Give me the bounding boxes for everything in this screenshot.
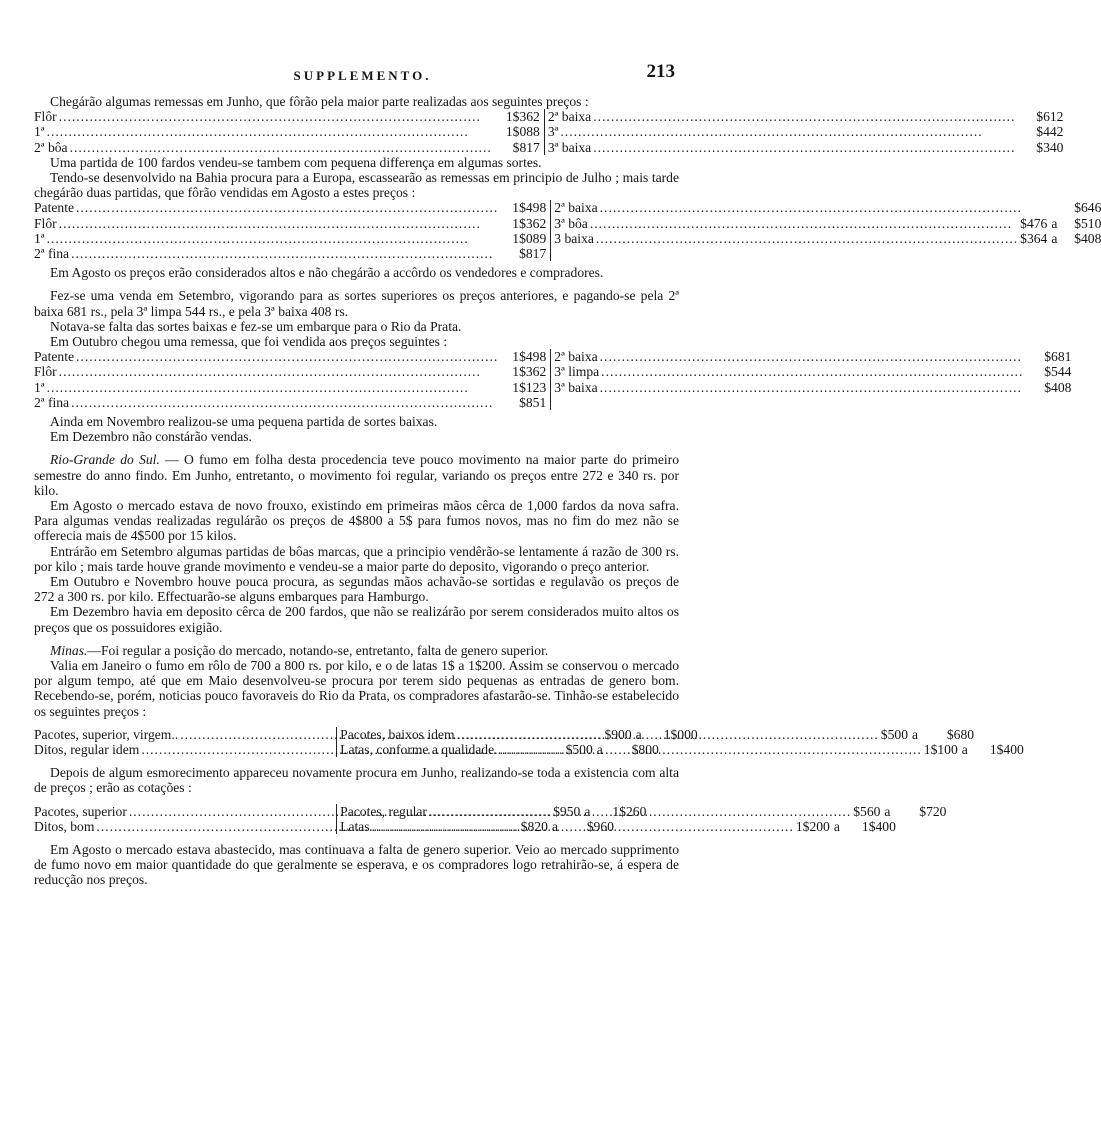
section-text: — O fumo em folha desta procedencia teve pouco movimento na maior parte do primeiro semestre do anno findo. Em Junho, entretanto, o movimento foi regular, variando os preços entre 272 e 340 rs. por kilo. <box>34 452 679 498</box>
price-table-5 <box>34 803 947 834</box>
price-label: 2ª baixa <box>554 200 598 216</box>
price-row <box>548 109 1064 124</box>
price-label: 3ª <box>547 124 559 140</box>
price-range-separator: a <box>551 818 558 834</box>
price-label: Patente <box>34 349 75 365</box>
price-label: 1ª <box>34 124 45 140</box>
price-value: 1$498 <box>512 349 547 365</box>
price-to: $960 <box>586 818 614 834</box>
price-label: 2ª bôa <box>34 139 68 155</box>
paragraph <box>34 643 679 658</box>
price-label: 2ª baixa <box>547 109 592 125</box>
paragraph: Depois de algum esmorecimento appareceu novamente procura em Junho, realizando-se toda a existencia com alta de preços ; erão as cotações : <box>34 765 679 796</box>
paragraph: Em Agosto o mercado estava de novo frouxo, existindo em primeiras mãos cêrca de 1,000 fardos da nova safra. Para algumas vendas realizadas regulárão os preços de 4$800 a 5$ para fumos novos, mas no fim do mez não se offerecia mais de 4$500 por 15 kilos. <box>34 497 679 544</box>
price-row <box>34 364 546 379</box>
price-value: $442 <box>1036 124 1064 140</box>
price-row <box>340 741 1024 757</box>
paragraph: Valia em Janeiro o fumo em rôlo de 700 a 800 rs. por kilo, e o de latas 1$ a 1$200. Assim se conservou o mercado por algum tempo, até que em Maio desenvolveu-se procura por terem sido pequenas as entradas de genero bom. Recebendo-se, porém, noticias pouco favoraveis do Rio da Prata, os compradores afastarão-se. Tinhão-se estabelecido os seguintes preços : <box>34 657 679 719</box>
paragraph <box>34 452 679 498</box>
price-row <box>34 124 540 139</box>
price-label: 3ª baixa <box>554 379 598 395</box>
price-range-separator: a <box>884 803 891 819</box>
price-table-3-right <box>551 349 1071 410</box>
paragraph: Em Outubro chegou uma remessa, que foi vendida aos preços seguintes : <box>50 333 448 349</box>
price-to: $800 <box>631 741 659 757</box>
price-to: 1$260 <box>612 803 647 819</box>
price-row <box>34 109 540 124</box>
price-label: 2ª fina <box>34 245 70 261</box>
price-label: Pacotes, baixos idem <box>340 726 455 742</box>
price-value: 1$089 <box>512 230 547 246</box>
price-value: $408 <box>1044 379 1072 395</box>
price-label: Pacotes, superior <box>34 803 127 819</box>
price-value: $851 <box>519 394 547 410</box>
price-range-separator: a <box>1051 230 1058 246</box>
price-row <box>34 380 546 395</box>
paragraph: Em Dezembro havia em deposito cêrca de 200 fardos, que não se realizárão por serem considerados muito altos os preços que os possuidores exigião. <box>34 604 679 635</box>
paragraph: Ainda em Novembro realizou-se uma pequena partida de sortes baixas. <box>50 413 438 429</box>
price-label: Flôr <box>34 109 57 125</box>
price-from: $820 <box>520 818 548 834</box>
price-label: Latas, conforme a qualidade. <box>340 741 498 757</box>
price-range-separator: a <box>961 741 968 757</box>
section-title: Rio-Grande do Sul. <box>50 452 160 468</box>
price-row <box>34 216 546 231</box>
paragraph: Notava-se falta das sortes baixas e fez-se um embarque para o Rio da Prata. <box>50 318 462 334</box>
price-range-separator: a <box>635 726 642 742</box>
price-table-4 <box>34 726 1024 757</box>
paragraph: Tendo-se desenvolvido na Bahia procura para a Europa, escassearão as remessas em principio de Julho ; mais tarde chegárão duas partidas, que fôrão vendidas em Agosto a estes preços : <box>34 169 679 201</box>
paragraph: Uma partida de 100 fardos vendeu-se tambem com pequena differença em algumas sortes. <box>50 154 542 170</box>
price-to: $408 <box>1074 230 1101 246</box>
price-row <box>34 246 546 261</box>
price-from: 1$100 <box>923 741 958 757</box>
price-range-separator: a <box>833 818 840 834</box>
price-row <box>554 231 1101 246</box>
price-label: Pacotes, superior, virgem.. <box>34 726 179 742</box>
price-table-1 <box>34 109 1064 155</box>
price-from: $560 <box>853 803 881 819</box>
price-range-separator: a <box>596 741 603 757</box>
price-value: 1$362 <box>505 109 540 125</box>
page-header <box>0 62 725 90</box>
price-value: $817 <box>512 139 540 155</box>
price-row <box>34 349 546 364</box>
price-value: 1$123 <box>512 379 547 395</box>
paragraph: Em Dezembro não constárão vendas. <box>50 429 252 445</box>
price-label: Flôr <box>34 364 57 380</box>
price-label: 2ª fina <box>34 394 70 410</box>
price-value: $340 <box>1036 139 1064 155</box>
price-table-1-right <box>545 109 1064 155</box>
price-range-separator: a <box>1051 215 1058 231</box>
price-from: $900 <box>604 726 632 742</box>
price-label: Patente <box>34 200 75 216</box>
price-row <box>554 200 1101 215</box>
price-label: Ditos, regular idem <box>34 741 140 757</box>
price-from: $364 <box>1020 230 1048 246</box>
price-from: $500 <box>880 726 908 742</box>
price-label: Latas <box>340 818 370 834</box>
price-row <box>548 124 1064 139</box>
price-row <box>34 395 546 410</box>
paragraph: Chegárão algumas remessas em Junho, que fôrão pela maior parte realizadas aos seguintes preços : <box>50 94 589 109</box>
price-row <box>34 231 546 246</box>
price-row <box>554 216 1101 231</box>
price-value: $681 <box>1044 349 1072 365</box>
price-row <box>554 364 1071 379</box>
price-label: Flôr <box>34 215 57 231</box>
paragraph: Em Agosto os preços erão considerados altos e não chegárão a accôrdo os vendedores e compradores. <box>50 265 604 281</box>
price-row <box>554 349 1071 364</box>
price-from: $476 <box>1020 215 1048 231</box>
price-value: 1$362 <box>512 364 547 380</box>
paragraph: Em Agosto o mercado estava abastecido, mas continuava a falta de genero superior. Veio ao mercado supprimento de fumo novo em maior quantidade do que geralmente se esperava, e os compradores logo retrahirão-se, á espera de reducção nos preços. <box>34 841 679 888</box>
section-title: Minas. <box>50 642 88 658</box>
price-value: 1$362 <box>512 215 547 231</box>
price-range-separator: a <box>911 726 919 742</box>
price-label: 3ª limpa <box>554 364 600 380</box>
price-row <box>34 140 540 155</box>
paragraph: Em Outubro e Novembro houve pouca procura, as segundas mãos achavão-se sortidas e regulavão os preços de 272 a 300 rs. por kilo. Effectuarão-se alguns embarques para Hamburgo. <box>34 573 679 605</box>
price-table-5-right <box>337 803 947 834</box>
page-number: 213 <box>646 61 675 82</box>
price-row <box>340 818 896 834</box>
price-value: $817 <box>519 245 547 261</box>
price-to: $680 <box>946 726 975 742</box>
price-row <box>548 140 1064 155</box>
price-label: 1ª <box>34 230 45 246</box>
price-table-2-left <box>34 200 551 261</box>
section-text: —Foi regular a posição do mercado, notando-se, entretanto, falta de genero superior. <box>87 642 549 658</box>
price-table-2-right <box>551 200 1101 261</box>
price-table-2 <box>34 200 1101 261</box>
price-value: $612 <box>1036 109 1064 125</box>
price-row <box>34 200 546 215</box>
price-value: 1$498 <box>512 200 547 216</box>
price-row <box>340 803 947 819</box>
price-table-3-left <box>34 349 551 410</box>
price-from: 1$200 <box>795 818 830 834</box>
price-label: Ditos, bom <box>34 818 95 834</box>
paragraph: Entrárão em Setembro algumas partidas de bôas marcas, que a principio vendêrão-se lentamente á razão de 300 rs. por kilo ; mais tarde houve grande movimento e vendeu-se a maior parte do deposito, vigorando o preço anterior. <box>34 543 679 574</box>
price-label: 2ª baixa <box>554 349 598 365</box>
price-label: 3ª baixa <box>547 139 592 155</box>
price-label: 3 baixa <box>554 230 594 246</box>
price-table-3 <box>34 349 1072 410</box>
price-from: $950 <box>553 803 581 819</box>
price-row <box>554 380 1071 395</box>
price-label: Pacotes, regular <box>340 803 427 819</box>
price-from: $500 <box>565 741 593 757</box>
paragraph: Fez-se uma venda em Setembro, vigorando para as sortes superiores os preços anteriores, e pagando-se pela 2ª baixa 681 rs., pela 3ª limpa 544 rs., e pela 3ª baixa 408 rs. <box>34 288 679 319</box>
price-value: $544 <box>1044 364 1072 380</box>
running-title: SUPPLEMENTO. <box>293 68 432 83</box>
price-to: $720 <box>919 803 947 819</box>
price-label: 3ª bôa <box>554 215 588 231</box>
price-to: $510 <box>1074 215 1101 231</box>
price-range-separator: a <box>584 803 591 819</box>
price-label: 1ª <box>34 379 45 395</box>
price-table-1-left <box>34 109 545 155</box>
price-to: 1$000 <box>663 726 698 742</box>
page-body <box>34 94 1101 888</box>
price-to: 1$400 <box>989 741 1024 757</box>
price-value: 1$088 <box>505 124 540 140</box>
price-value: $646 <box>1074 200 1101 216</box>
price-to: 1$400 <box>861 818 896 834</box>
